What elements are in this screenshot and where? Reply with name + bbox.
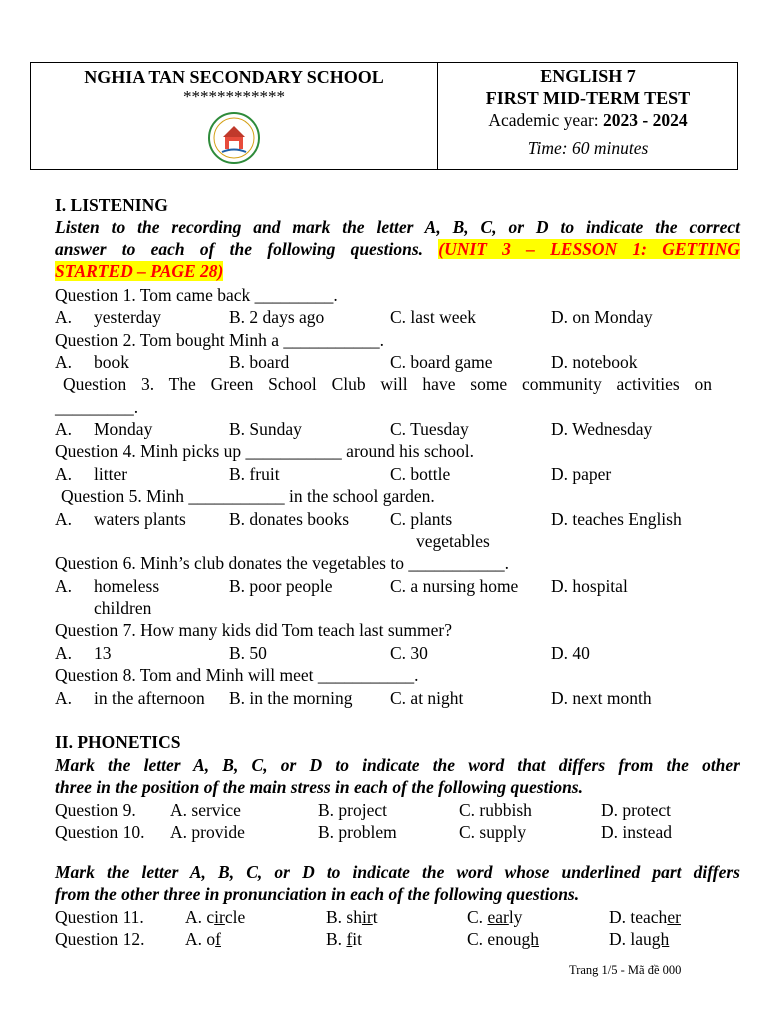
- question-4: Question 4. Minh picks up ___________ around his school.: [55, 441, 475, 461]
- q9-option-a: A. service: [170, 800, 241, 820]
- q1-option-a-letter: A.: [55, 307, 73, 327]
- q12-c-pre: C. enou: [467, 929, 522, 949]
- q6-option-a: homeless: [94, 576, 160, 596]
- q10-option-d: D. instead: [601, 822, 672, 842]
- q8-option-d: D. next month: [551, 688, 652, 708]
- q5-option-c: C. plants: [390, 509, 453, 529]
- test-time: Time: 60 minutes: [527, 138, 649, 158]
- q1-option-c: C. last week: [390, 307, 477, 327]
- q10-option-c: C. supply: [459, 822, 527, 842]
- question-8: Question 8. Tom and Minh will meet ___________.: [55, 665, 419, 685]
- q12-option-b: [326, 928, 362, 950]
- q6-option-a-letter: A.: [55, 576, 73, 596]
- listening-instruction-2a: answer to each of the following questions.: [55, 239, 424, 259]
- phonetics-instruction-2: three in the position of the main stress in each of the following questions.: [55, 777, 583, 797]
- q3-option-b: B. Sunday: [229, 419, 302, 439]
- q3-option-c: C. Tuesday: [390, 419, 469, 439]
- q7-option-d: D. 40: [551, 643, 590, 663]
- q9-label: Question 9.: [55, 800, 136, 820]
- question-6: Question 6. Minh’s club donates the vegetables to ___________.: [55, 553, 509, 573]
- q12-c-underlined: gh: [521, 929, 539, 949]
- q12-option-a: [185, 928, 221, 950]
- q5-option-d: D. teaches English: [551, 509, 682, 529]
- q12-a-pre: A. o: [185, 929, 216, 949]
- school-logo-icon: [207, 111, 261, 165]
- q11-c-underlined: ear: [487, 907, 509, 927]
- academic-year-label: Academic year:: [488, 110, 604, 130]
- listening-title: I. LISTENING: [55, 195, 168, 215]
- question-7: Question 7. How many kids did Tom teach last summer?: [55, 620, 453, 640]
- q6-option-a-cont: children: [94, 598, 152, 618]
- q8-option-a-letter: A.: [55, 688, 73, 708]
- stars-line: ************: [183, 87, 285, 106]
- q11-b-underlined: ir: [361, 907, 373, 927]
- q7-option-c: C. 30: [390, 643, 428, 663]
- q12-a-underlined: f: [215, 929, 221, 949]
- listening-unit-ref-2: STARTED – PAGE 28): [55, 261, 224, 281]
- q4-option-d: D. paper: [551, 464, 612, 484]
- q12-option-d: [609, 928, 669, 950]
- listening-instruction-3: [55, 260, 740, 282]
- q10-label: Question 10.: [55, 822, 145, 842]
- q3-option-d: D. Wednesday: [551, 419, 653, 439]
- q12-d-pre: D. lau: [609, 929, 652, 949]
- question-3-cont: _________.: [55, 397, 139, 417]
- question-3: Question 3. The Green School Club will have some community activities on: [63, 374, 712, 394]
- q2-option-a-letter: A.: [55, 352, 73, 372]
- q1-option-d: D. on Monday: [551, 307, 653, 327]
- q4-option-c: C. bottle: [390, 464, 451, 484]
- q8-option-b: B. in the morning: [229, 688, 353, 708]
- q12-b-post: it: [352, 929, 362, 949]
- q9-option-b: B. project: [318, 800, 388, 820]
- q5-option-b: B. donates books: [229, 509, 350, 529]
- question-5: Question 5. Minh ___________ in the school garden.: [61, 486, 435, 506]
- phonetics-title: II. PHONETICS: [55, 732, 181, 752]
- q10-option-a: A. provide: [170, 822, 245, 842]
- phonetics-instruction-3: Mark the letter A, B, C, or D to indicate the word whose underlined part differs: [55, 862, 740, 882]
- q12-b-underlined: f: [346, 929, 353, 949]
- q6-option-b: B. poor people: [229, 576, 333, 596]
- q11-b-post: t: [372, 907, 378, 927]
- q6-option-c: C. a nursing home: [390, 576, 519, 596]
- q11-option-d: [609, 906, 681, 928]
- q11-a-pre: A. c: [185, 907, 215, 927]
- q11-a-underlined: ir: [214, 907, 225, 927]
- q3-option-a-letter: A.: [55, 419, 73, 439]
- q11-option-b: [326, 906, 378, 928]
- q7-option-b: B. 50: [229, 643, 267, 663]
- q9-option-c: C. rubbish: [459, 800, 532, 820]
- q11-b-pre: B. sh: [326, 907, 362, 927]
- q1-option-a: yesterday: [94, 307, 162, 327]
- phonetics-instruction-1: Mark the letter A, B, C, or D to indicate the word that differs from the other: [55, 755, 740, 775]
- q2-option-c: C. board game: [390, 352, 493, 372]
- q11-d-underlined: er: [667, 907, 681, 927]
- q11-option-c: [467, 906, 522, 928]
- academic-year: [438, 109, 738, 131]
- listening-unit-ref-1: (UNIT 3 – LESSON 1: GETTING: [438, 239, 741, 259]
- academic-year-value: 2023 - 2024: [603, 110, 688, 130]
- school-name: NGHIA TAN SECONDARY SCHOOL: [84, 67, 384, 87]
- q8-option-c: C. at night: [390, 688, 464, 708]
- q1-option-b: B. 2 days ago: [229, 307, 325, 327]
- q11-c-post: ly: [508, 907, 523, 927]
- q11-option-a: [185, 906, 245, 928]
- q5-option-a-letter: A.: [55, 509, 73, 529]
- q8-option-a: in the afternoon: [94, 688, 205, 708]
- page-footer: Trang 1/5 - Mã đề 000: [569, 963, 682, 977]
- q11-d-pre: D. teach: [609, 907, 668, 927]
- header-box: [30, 62, 738, 170]
- q7-option-a-letter: A.: [55, 643, 73, 663]
- q4-option-a-letter: A.: [55, 464, 73, 484]
- q2-option-d: D. notebook: [551, 352, 638, 372]
- q9-option-d: D. protect: [601, 800, 671, 820]
- subject-title: ENGLISH 7: [540, 66, 636, 86]
- q2-option-a: book: [94, 352, 129, 372]
- q12-label: Question 12.: [55, 929, 145, 949]
- question-1: Question 1. Tom came back _________.: [55, 285, 338, 305]
- q10-option-b: B. problem: [318, 822, 397, 842]
- q6-option-d: D. hospital: [551, 576, 628, 596]
- q5-option-a: waters plants: [94, 509, 186, 529]
- test-title: FIRST MID-TERM TEST: [485, 88, 691, 108]
- header-left: [31, 65, 437, 165]
- q4-option-a: litter: [94, 464, 128, 484]
- q4-option-b: B. fruit: [229, 464, 280, 484]
- phonetics-instruction-4: from the other three in pronunciation in each of the following questions.: [55, 884, 580, 904]
- question-2: Question 2. Tom bought Minh a ___________.: [55, 330, 385, 350]
- q2-option-b: B. board: [229, 352, 290, 372]
- q3-option-a: Monday: [94, 419, 153, 439]
- q5-option-c-cont: vegetables: [416, 531, 490, 551]
- q7-option-a: 13: [94, 643, 112, 663]
- q11-a-post: cle: [224, 907, 246, 927]
- header-right: [438, 65, 738, 159]
- listening-instruction-1: Listen to the recording and mark the letter A, B, C, or D to indicate the correct: [55, 217, 740, 237]
- q11-c-pre: C.: [467, 907, 488, 927]
- listening-instruction-2: [55, 238, 740, 260]
- q11-label: Question 11.: [55, 907, 144, 927]
- q12-b-pre: B.: [326, 929, 347, 949]
- q12-option-c: [467, 928, 539, 950]
- q12-d-underlined: gh: [651, 929, 670, 949]
